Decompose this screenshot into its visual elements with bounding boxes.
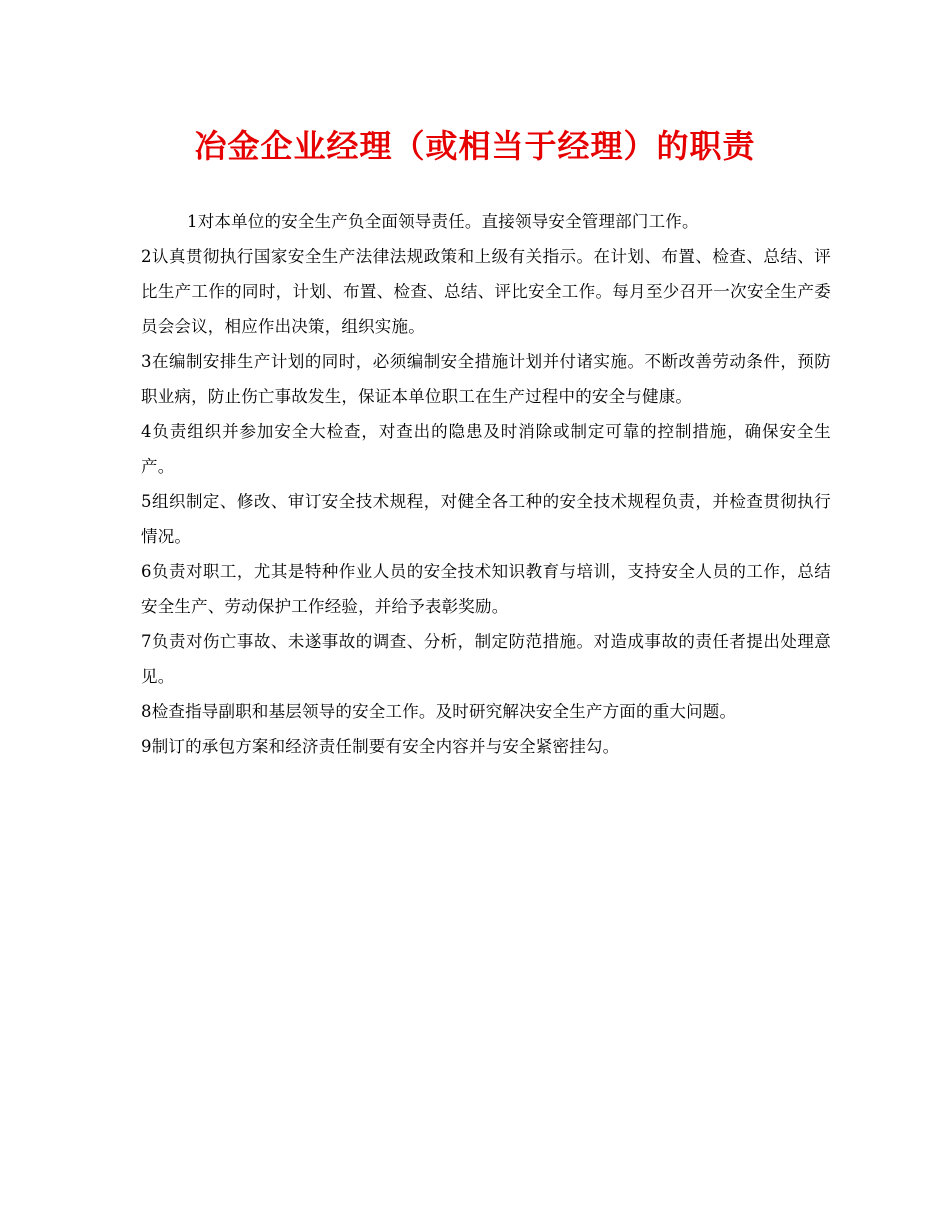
paragraph-3: 3在编制安排生产计划的同时，必须编制安全措施计划并付诸实施。不断改善劳动条件，预防职业病，防止伤亡事故发生，保证本单位职工在生产过程中的安全与健康。: [141, 352, 831, 406]
paragraph-7: 7负责对伤亡事故、未遂事故的调查、分析，制定防范措施。对造成事故的责任者提出处理意见。: [141, 632, 831, 686]
document-title: 冶金企业经理（或相当于经理）的职责: [194, 127, 756, 165]
paragraph-4: 4负责组织并参加安全大检查，对查出的隐患及时消除或制定可靠的控制措施，确保安全生产。: [141, 422, 831, 476]
paragraph-8: 8检查指导副职和基层领导的安全工作。及时研究解决安全生产方面的重大问题。: [141, 702, 737, 721]
paragraph-5: 5组织制定、修改、审订安全技术规程，对健全各工种的安全技术规程负责，并检查贯彻执行情况。: [141, 492, 831, 546]
paragraph-2: 2认真贯彻执行国家安全生产法律法规政策和上级有关指示。在计划、布置、检查、总结、评比生产工作的同时，计划、布置、检查、总结、评比安全工作。每月至少召开一次安全生产委员会会议，相应作出决策，组织实施。: [141, 247, 831, 336]
paragraph-9: 9制订的承包方案和经济责任制要有安全内容并与安全紧密挂勾。: [141, 737, 620, 756]
paragraph-6: 6负责对职工，尤其是特种作业人员的安全技术知识教育与培训，支持安全人员的工作，总结安全生产、劳动保护工作经验，并给予表彰奖励。: [141, 562, 831, 616]
document-body: [141, 204, 831, 764]
paragraph-1: 1对本单位的安全生产负全面领导责任。直接领导安全管理部门工作。: [187, 212, 699, 231]
